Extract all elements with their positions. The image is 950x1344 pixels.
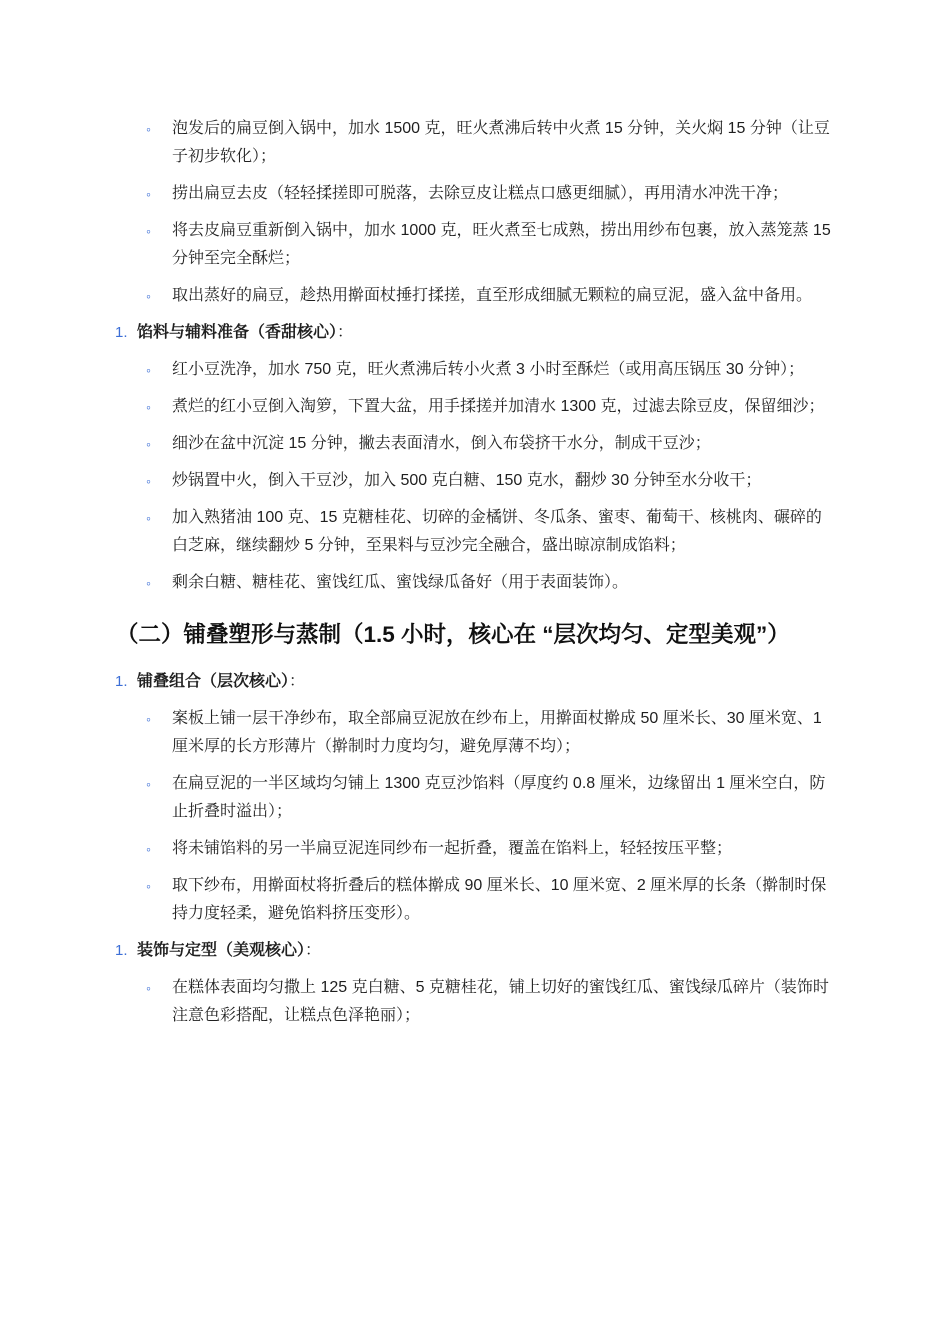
list-item: ◦ 捞出扁豆去皮（轻轻揉搓即可脱落，去除豆皮让糕点口感更细腻），再用清水冲洗干净； <box>172 180 832 208</box>
list-number: 1. <box>115 324 128 341</box>
step-heading-layering <box>115 668 950 696</box>
bean-paste-steps <box>0 115 950 310</box>
list-item: ◦ 取下纱布，用擀面杖将折叠后的糕体擀成 90 厘米长、10 厘米宽、2 厘米厚的长条（擀制时保持力度轻柔，避免馅料挤压变形）。 <box>172 872 832 928</box>
step-label: 装饰与定型（美观核心） <box>137 942 306 959</box>
section-title: （二）铺叠塑形与蒸制（1.5 小时，核心在 “层次均匀、定型美观”） <box>116 622 790 647</box>
decoration-steps <box>0 974 950 1030</box>
layering-steps <box>0 705 950 928</box>
step-suffix: ： <box>289 673 306 690</box>
list-item: ◦ 案板上铺一层干净纱布，取全部扁豆泥放在纱布上，用擀面杖擀成 50 厘米长、30 厘米宽、1 厘米厚的长方形薄片（擀制时力度均匀，避免厚薄不均）； <box>172 705 832 761</box>
list-item: ◦ 取出蒸好的扁豆，趁热用擀面杖捶打揉搓，直至形成细腻无颗粒的扁豆泥，盛入盆中备用。 <box>172 282 832 310</box>
list-item: ◦ 将去皮扁豆重新倒入锅中，加水 1000 克，旺火煮至七成熟，捞出用纱布包裹，放入蒸笼蒸 15 分钟至完全酥烂； <box>172 217 832 273</box>
list-item: ◦ 煮烂的红小豆倒入淘箩，下置大盆，用手揉搓并加清水 1300 克，过滤去除豆皮，保留细沙； <box>172 393 832 421</box>
list-item: ◦ 泡发后的扁豆倒入锅中，加水 1500 克，旺火煮沸后转中火煮 15 分钟，关火焖 15 分钟（让豆子初步软化）； <box>172 115 832 171</box>
list-item: ◦ 细沙在盆中沉淀 15 分钟，撇去表面清水，倒入布袋挤干水分，制成干豆沙； <box>172 430 832 458</box>
step-suffix: ： <box>305 942 322 959</box>
step-heading-filling <box>115 319 950 347</box>
list-item: ◦ 将未铺馅料的另一半扁豆泥连同纱布一起折叠，覆盖在馅料上，轻轻按压平整； <box>172 835 832 863</box>
list-item: ◦ 在糕体表面均匀撒上 125 克白糖、5 克糖桂花，铺上切好的蜜饯红瓜、蜜饯绿瓜碎片（装饰时注意色彩搭配，让糕点色泽艳丽）； <box>172 974 832 1030</box>
step-suffix: ： <box>337 324 354 341</box>
list-item: ◦ 加入熟猪油 100 克、15 克糖桂花、切碎的金橘饼、冬瓜条、蜜枣、葡萄干、核桃肉、碾碎的白芝麻，继续翻炒 5 分钟，至果料与豆沙完全融合，盛出晾凉制成馅料； <box>172 504 832 560</box>
filling-steps <box>0 356 950 597</box>
step-label: 馅料与辅料准备（香甜核心） <box>137 324 338 341</box>
list-item: ◦ 炒锅置中火，倒入干豆沙，加入 500 克白糖、150 克水，翻炒 30 分钟至水分收干； <box>172 467 832 495</box>
list-item: ◦ 红小豆洗净，加水 750 克，旺火煮沸后转小火煮 3 小时至酥烂（或用高压锅压 30 分钟）； <box>172 356 832 384</box>
step-heading-decoration <box>115 937 950 965</box>
step-label: 铺叠组合（层次核心） <box>137 673 290 690</box>
list-item: ◦ 在扁豆泥的一半区域均匀铺上 1300 克豆沙馅料（厚度约 0.8 厘米，边缘留出 1 厘米空白，防止折叠时溢出）； <box>172 770 832 826</box>
list-item: ◦ 剩余白糖、糖桂花、蜜饯红瓜、蜜饯绿瓜备好（用于表面装饰）。 <box>172 569 832 597</box>
list-number: 1. <box>115 673 128 690</box>
list-number: 1. <box>115 942 128 959</box>
